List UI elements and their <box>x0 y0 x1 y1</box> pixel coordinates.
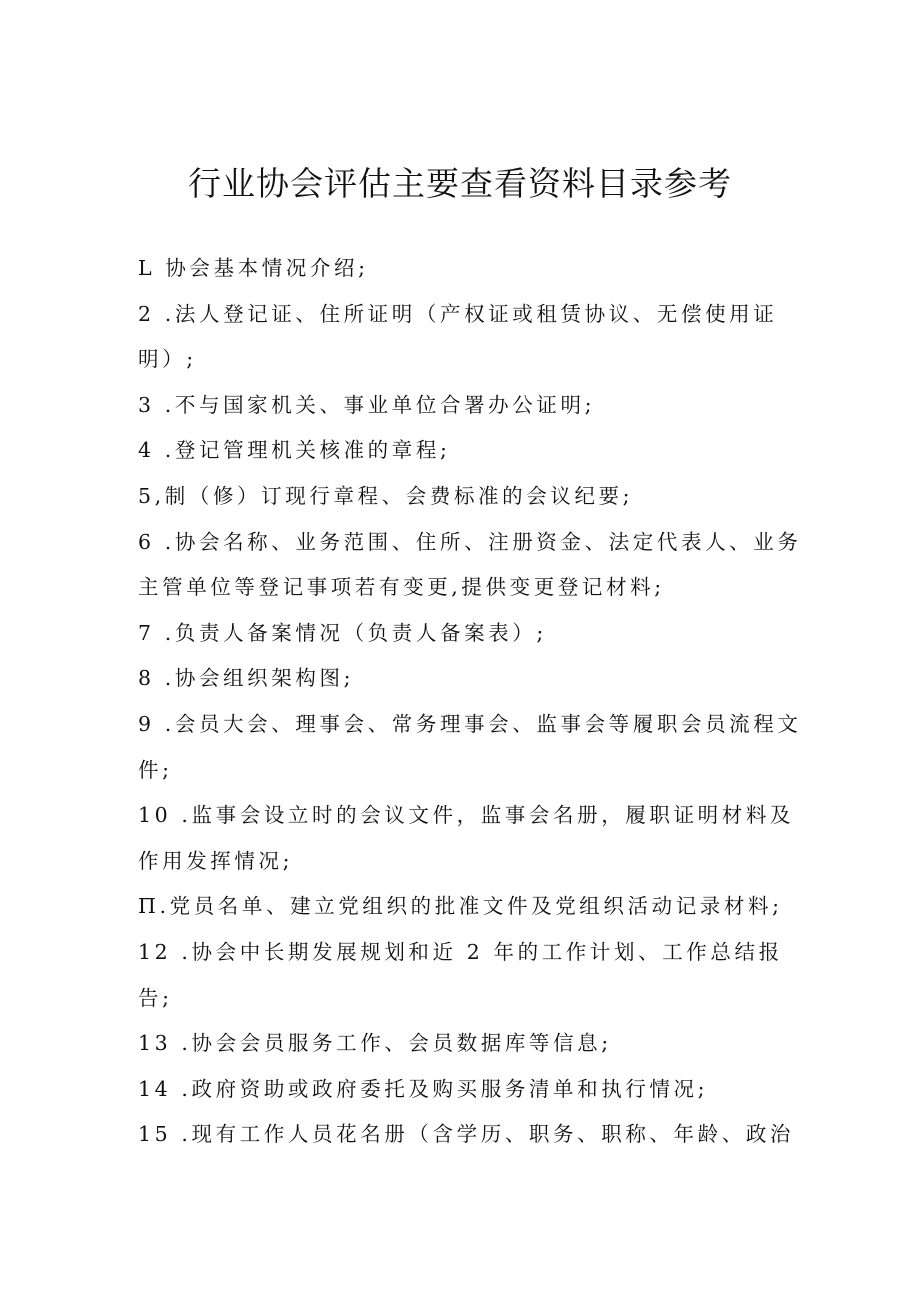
body-line: Π.党员名单、建立党组织的批准文件及党组织活动记录材料; <box>138 894 783 919</box>
body-line: 主管单位等登记事项若有变更,提供变更登记材料; <box>138 575 665 600</box>
body-line: 件; <box>138 757 173 782</box>
body-line: 6 .协会名称、业务范围、住所、注册资金、法定代表人、业务 <box>138 529 802 554</box>
body-line: 7 .负责人备案情况（负责人备案表）; <box>138 620 547 645</box>
body-line: 8 .协会组织架构图; <box>138 666 355 691</box>
body-line: 2 .法人登记证、住所证明（产权证或租赁协议、无偿使用证 <box>138 301 778 326</box>
body-line: 作用发挥情况; <box>138 848 294 873</box>
body-line: 告; <box>138 985 173 1010</box>
body-line: 14 .政府资助或政府委托及购买服务清单和执行情况; <box>138 1076 709 1101</box>
body-line: 9 .会员大会、理事会、常务理事会、监事会等履职会员流程文 <box>138 711 802 736</box>
body-line: 3 .不与国家机关、事业单位合署办公证明; <box>138 392 596 417</box>
document-title: 行业协会评估主要查看资料目录参考 <box>188 164 732 203</box>
body-line: 10 .监事会设立时的会议文件，监事会名册，履职证明材料及 <box>138 803 795 828</box>
body-line: 5,制（修）订现行章程、会费标准的会议纪要; <box>138 483 634 508</box>
body-line: 明）; <box>138 347 197 372</box>
body-line: 4 .登记管理机关核准的章程; <box>138 438 451 463</box>
body-line: 15 .现有工作人员花名册（含学历、职务、职称、年龄、政治 <box>138 1122 795 1147</box>
document-body <box>138 246 802 1158</box>
body-line: L 协会基本情况介绍; <box>138 256 369 280</box>
body-line: 13 .协会会员服务工作、会员数据库等信息; <box>138 1031 612 1056</box>
body-line: 12 .协会中长期发展规划和近 2 年的工作计划、工作总结报 <box>138 939 783 964</box>
